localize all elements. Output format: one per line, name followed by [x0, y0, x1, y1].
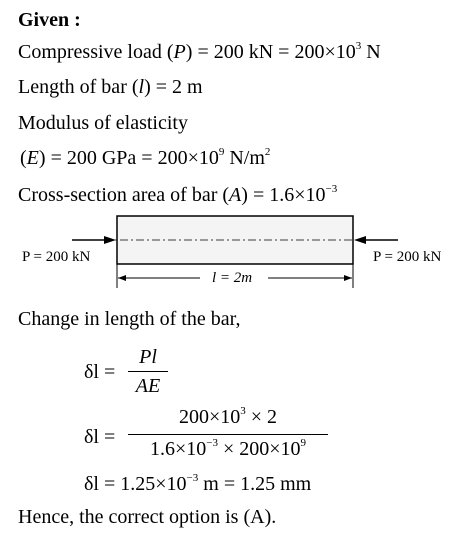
delta-symbol-2: δl = — [84, 426, 116, 448]
bar-diagram — [0, 212, 474, 294]
substituted-denominator — [128, 437, 328, 464]
fraction-substituted — [128, 405, 328, 464]
formula-numerator: Pl — [139, 346, 157, 368]
fraction-formula — [128, 345, 168, 398]
left-force-label: P = 200 kN — [22, 249, 91, 265]
compressive-load-line: Compressive load (P) = 200 kN = $200\times 10^3$ N — [18, 40, 381, 63]
result-part-a: δl = 1.25×10 — [84, 473, 187, 495]
length-line: Length of bar (l) = 2 m — [18, 76, 203, 98]
area-exponent: −3 — [325, 183, 338, 195]
area-value: = 1.6×10 — [252, 184, 326, 206]
numerator-exponent: 3 — [240, 405, 246, 417]
numerator-part-b: × 2 — [250, 406, 278, 428]
modulus-line: (E) = 200 GPa = $200\times 10^9$ $N/m^2$ — [20, 146, 271, 169]
dimension-arrow-left — [118, 275, 126, 281]
change-heading: Change in length of the bar, — [18, 308, 241, 330]
modulus-unit: N/m — [229, 147, 265, 169]
denominator-part-b: × 200×10 — [222, 438, 301, 460]
right-force-arrowhead — [354, 236, 366, 244]
modulus-symbol: E — [26, 147, 39, 169]
load-value: = 200 kN = 200×10 — [197, 41, 356, 63]
result-line — [84, 472, 311, 499]
denominator-exponent-1: −3 — [206, 437, 218, 449]
modulus-unit-exponent: 2 — [264, 146, 271, 158]
length-value: = 2 m — [155, 76, 203, 98]
length-dimension-label: l = 2m — [212, 270, 253, 286]
denominator-exponent-2: 9 — [300, 437, 307, 449]
load-unit: N — [366, 41, 381, 63]
given-heading: Given : — [18, 9, 81, 31]
modulus-exponent: 9 — [218, 146, 225, 158]
delta-symbol-1: δl = — [84, 361, 116, 383]
result-part-b: m = 1.25 mm — [203, 473, 312, 495]
modulus-value: = 200 GPa = 200×10 — [50, 147, 219, 169]
length-label: Length of bar — [18, 76, 127, 98]
formula-denominator: AE — [135, 375, 161, 397]
numerator-part-a: 200×10 — [178, 406, 241, 428]
result-exponent: −3 — [186, 472, 199, 484]
length-symbol: l — [138, 76, 145, 98]
right-force-label: P = 200 kN — [373, 249, 442, 265]
load-exponent: 3 — [355, 40, 362, 52]
dimension-arrow-right — [344, 275, 352, 281]
substituted-fraction-bar — [128, 434, 328, 435]
area-symbol: A — [229, 184, 242, 206]
left-force-arrowhead — [104, 236, 116, 244]
denominator-part-a: 1.6×10 — [149, 438, 207, 460]
area-line: Cross-section area of bar $(A) = 1.6\times 10^{-3}$ — [18, 183, 338, 206]
load-label: Compressive load — [18, 41, 162, 63]
conclusion: Hence, the correct option is (A). — [18, 506, 277, 528]
substituted-numerator — [128, 405, 328, 432]
area-label: Cross-section area of bar — [18, 184, 218, 206]
load-symbol: P — [173, 41, 186, 63]
formula-fraction-bar — [128, 371, 168, 372]
modulus-heading: Modulus of elasticity — [18, 112, 188, 134]
